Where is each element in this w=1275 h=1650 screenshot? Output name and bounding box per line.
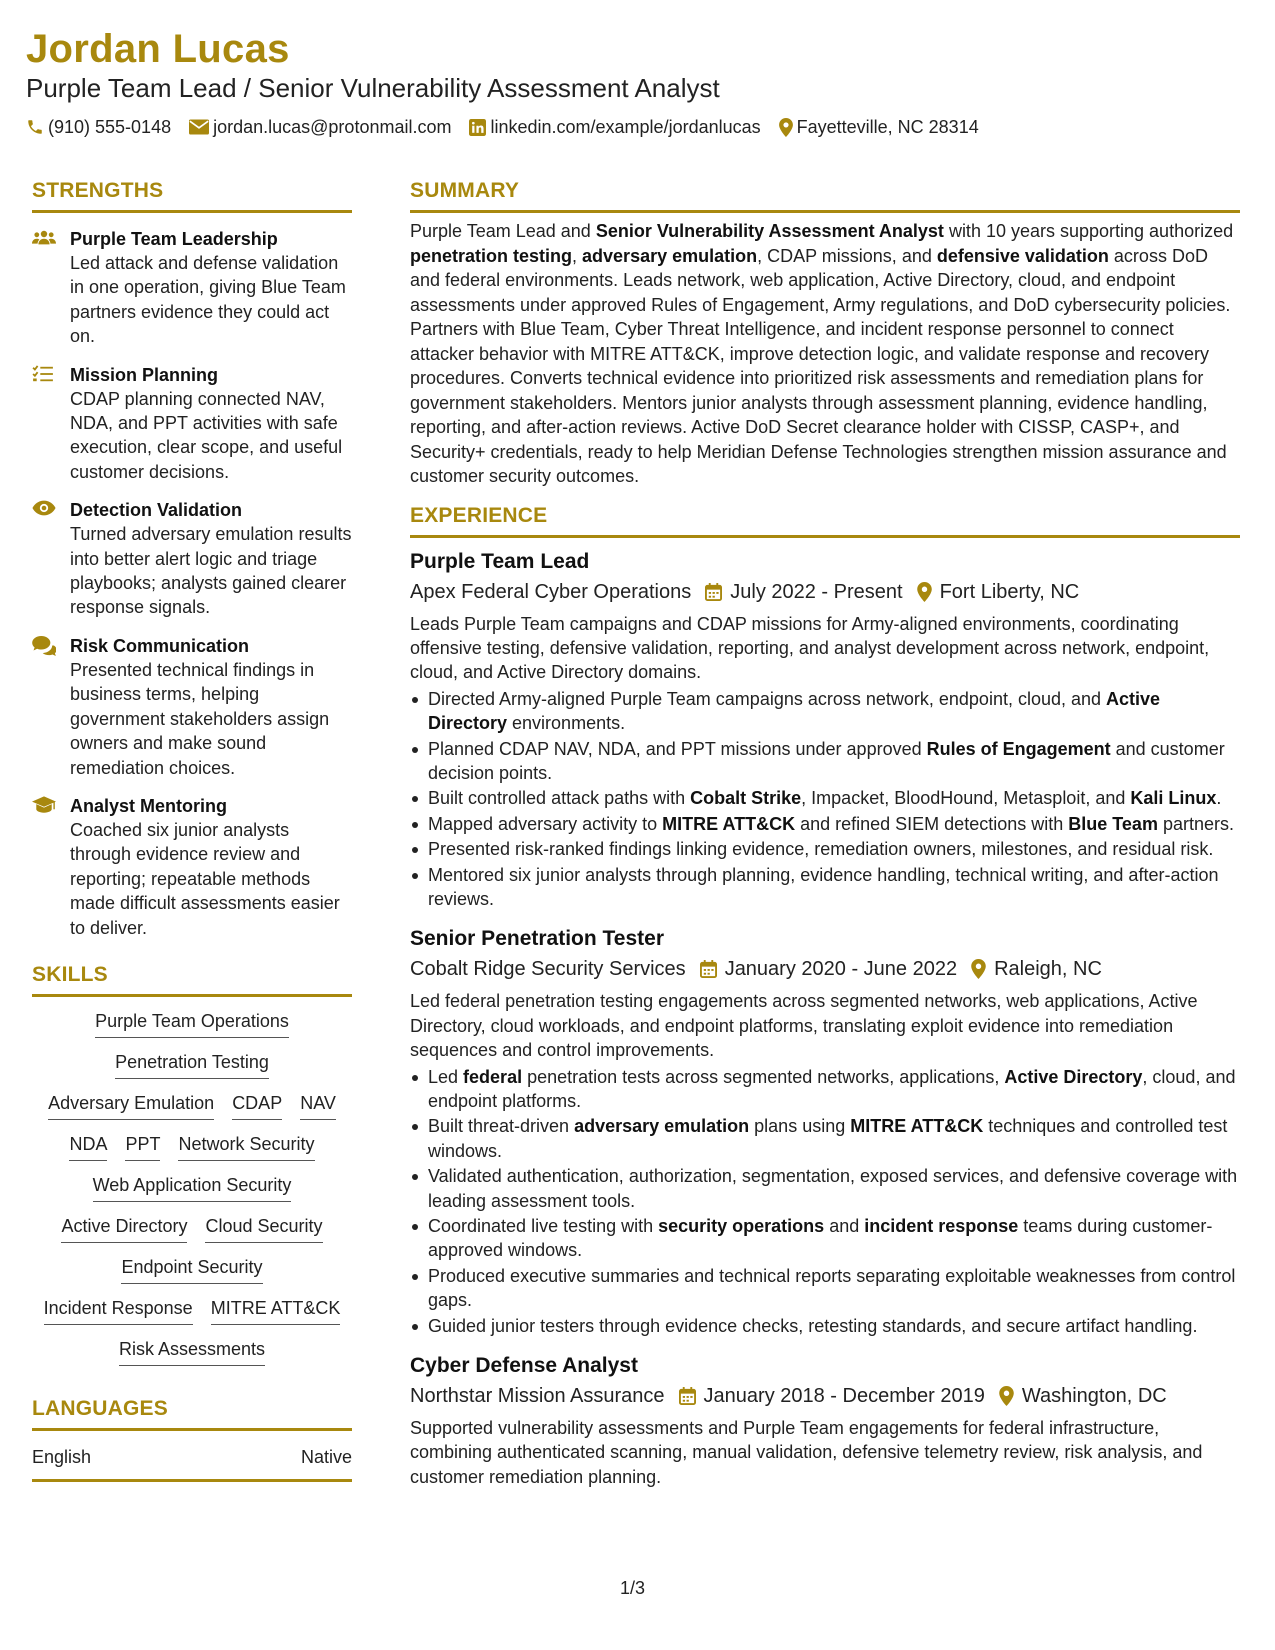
checklist-icon (32, 365, 54, 383)
users-icon (32, 229, 56, 247)
text-run: , Impacket, BloodHound, Metasploit, and (801, 788, 1131, 809)
candidate-name: Jordan Lucas (26, 27, 290, 71)
bullet-item (410, 786, 1240, 810)
section-title-skills: SKILLS (32, 962, 352, 997)
envelope-icon (189, 119, 209, 135)
phone-icon (26, 118, 44, 136)
skill-row (32, 1214, 352, 1243)
bullet-item (410, 737, 1240, 786)
job-dates: January 2020 - June 2022 (724, 958, 958, 981)
job-meta (410, 1382, 1240, 1410)
skill-tag: Cloud Security (205, 1214, 322, 1243)
text-run: across DoD and federal environments. Leads network, web application, Active Directory, cloud, and endpoint assessments under approved Rules of Engagement, Army regulations, and DoD cybersecurity policies. Partners with Blue Team, Cyber Threat Intelligence, and incident response personnel to connect attacker behavior with MITRE ATT&CK, improve detection logic, and validate response and recovery procedures. Converts technical evidence into prioritized risk assessments and remediation plans for government stakeholders. Mentors junior analysts through assessment planning, evidence handling, reporting, and after-action reviews. Active DoD Secret clearance holder with CISSP, CASP+, and Security+ credentials, ready to help Meridian Defense Technologies strengthen mission assurance and customer security outcomes. (410, 245, 1231, 486)
bold-text: Senior Vulnerability Assessment Analyst (595, 221, 944, 241)
job-dates: January 2018 - December 2019 (703, 1385, 985, 1408)
text-run: and (824, 1216, 865, 1237)
languages-section (32, 1396, 352, 1482)
map-pin-icon (917, 582, 932, 602)
right-column (410, 178, 1240, 1489)
strength-item (32, 498, 352, 620)
phone-number: (910) 555-0148 (48, 117, 172, 137)
calendar-icon (700, 960, 717, 978)
job-company: Northstar Mission Assurance (410, 1385, 665, 1408)
bold-text: security operations (658, 1216, 825, 1237)
resume-header (26, 26, 1246, 138)
job-meta (410, 955, 1240, 983)
bold-text: Active Directory (428, 688, 1161, 734)
skills-section (32, 962, 352, 1366)
text-run: Validated authentication, authorization, segmentation, exposed services, and defensive coverage with leading assessment tools. (428, 1166, 1238, 1211)
bold-text: MITRE ATT&CK (662, 813, 796, 834)
strength-title: Detection Validation (70, 500, 243, 521)
text-run: Led (428, 1066, 464, 1087)
bullet-item (410, 1065, 1240, 1114)
text-run: techniques and controlled test windows. (428, 1116, 1228, 1161)
strength-title: Risk Communication (70, 635, 250, 656)
strength-desc: Turned adversary emulation results into better alert logic and triage playbooks; analysts gained clearer response signals. (70, 524, 352, 618)
bold-text: adversary emulation (582, 245, 758, 266)
strength-item (32, 794, 352, 940)
skill-tag: Endpoint Security (121, 1255, 262, 1284)
calendar-icon (705, 583, 722, 601)
contact-bar (26, 116, 1246, 138)
bold-text: Cobalt Strike (690, 788, 802, 809)
bullet-item (410, 837, 1240, 861)
job-location: Fort Liberty, NC (939, 580, 1080, 603)
bold-text: federal (463, 1066, 523, 1087)
strength-desc: Presented technical findings in business terms, helping government stakeholders assign owners and make sound remediation choices. (70, 659, 330, 778)
location-text: Fayetteville, NC 28314 (796, 117, 979, 137)
text-run: with 10 years supporting authorized (943, 221, 1234, 241)
text-run: , cloud, and endpoint platforms. (428, 1066, 1236, 1111)
bold-text: Active Directory (1004, 1066, 1143, 1087)
section-title-strengths: STRENGTHS (32, 178, 352, 213)
bullet-item (410, 1214, 1240, 1263)
skill-tag: Adversary Emulation (48, 1091, 214, 1120)
text-run: Directed Army-aligned Purple Team campaigns across network, endpoint, cloud, and (428, 688, 1107, 709)
job-entry (410, 1352, 1240, 1489)
text-run: Coordinated live testing with (428, 1216, 659, 1237)
text-run: and refined SIEM detections with (795, 813, 1069, 834)
bold-text: Kali Linux (1130, 788, 1217, 809)
skill-tag: Penetration Testing (115, 1050, 269, 1079)
bullet-item (410, 687, 1240, 736)
calendar-icon (679, 1387, 696, 1405)
skill-tag: Network Security (178, 1132, 314, 1161)
text-run: Produced executive summaries and technical reports separating exploitable weaknesses from control gaps. (428, 1265, 1236, 1311)
email-address: jordan.lucas@protonmail.com (213, 117, 452, 137)
job-bullets (410, 1065, 1240, 1338)
text-run: Built controlled attack paths with (428, 788, 691, 809)
graduation-cap-icon (32, 796, 56, 814)
skill-row (32, 1091, 352, 1120)
summary-text (410, 219, 1240, 489)
bullet-item (410, 863, 1240, 912)
skill-tag: NDA (69, 1132, 107, 1161)
left-column (32, 178, 352, 1482)
skill-row (32, 1050, 352, 1079)
bold-text: adversary emulation (574, 1116, 750, 1137)
section-title-summary: SUMMARY (410, 178, 1240, 213)
job-description: Led federal penetration testing engagements across segmented networks, web applications, Active Directory, cloud workloads, and endpoint platforms, translating exploit evidence into remediation sequences and control improvements. (410, 991, 1198, 1061)
skill-tag: MITRE ATT&CK (211, 1296, 341, 1325)
text-run: Mapped adversary activity to (428, 813, 663, 834)
bold-text: defensive validation (936, 245, 1109, 266)
bullet-item (410, 1114, 1240, 1163)
job-meta (410, 578, 1240, 606)
bold-text: penetration testing (410, 245, 573, 266)
job-title: Purple Team Lead (410, 549, 590, 573)
job-entry (410, 548, 1240, 912)
skill-tag: Risk Assessments (119, 1337, 265, 1366)
job-location: Raleigh, NC (994, 958, 1102, 981)
job-title: Cyber Defense Analyst (410, 1354, 638, 1378)
bold-text: Rules of Engagement (926, 738, 1111, 759)
skill-tag: Purple Team Operations (95, 1009, 289, 1038)
strength-title: Mission Planning (70, 364, 219, 385)
job-title: Senior Penetration Tester (410, 927, 665, 951)
text-run: penetration tests across segmented networks, applications, (522, 1066, 1005, 1087)
text-run: , CDAP missions, and (757, 245, 937, 266)
contact-email[interactable] (189, 116, 451, 138)
strength-item (32, 634, 352, 780)
job-company: Cobalt Ridge Security Services (410, 958, 686, 981)
bullet-item (410, 812, 1240, 836)
skill-tag: Active Directory (61, 1214, 187, 1243)
section-title-languages: LANGUAGES (32, 1396, 352, 1431)
text-run: Guided junior testers through evidence checks, retesting standards, and secure artifact handling. (428, 1315, 1198, 1336)
contact-location (779, 116, 979, 138)
strength-desc: Led attack and defense validation in one operation, giving Blue Team partners evidence they could act on. (70, 253, 346, 347)
text-run: teams during customer-approved windows. (428, 1216, 1213, 1261)
skill-tag: CDAP (232, 1091, 282, 1120)
skill-tag: Incident Response (44, 1296, 193, 1325)
map-pin-icon (779, 118, 793, 137)
text-run: Purple Team Lead and (410, 221, 596, 241)
strength-item (32, 227, 352, 349)
skill-row (32, 1009, 352, 1038)
bold-text: Blue Team (1068, 813, 1158, 834)
strengths-section (32, 178, 352, 940)
skill-tag: NAV (300, 1091, 336, 1120)
job-company: Apex Federal Cyber Operations (410, 580, 692, 603)
language-level: Native (300, 1446, 352, 1467)
text-run: Presented risk-ranked findings linking evidence, remediation owners, milestones, and residual risk. (428, 839, 1214, 860)
bold-text: MITRE ATT&CK (850, 1116, 984, 1137)
linkedin-icon (469, 119, 486, 136)
skill-row (32, 1255, 352, 1284)
job-entry (410, 925, 1240, 1338)
text-run: environments. (507, 713, 626, 734)
text-run: and customer decision points. (428, 738, 1225, 783)
map-pin-icon (971, 959, 986, 979)
text-run: plans using (749, 1116, 851, 1137)
text-run: , (572, 245, 583, 266)
candidate-title: Purple Team Lead / Senior Vulnerability Assessment Analyst (26, 73, 720, 103)
job-description: Supported vulnerability assessments and Purple Team engagements for federal infrastructure, combining authenticated scanning, manual validation, defensive telemetry review, risk analysis, and customer remediation planning. (410, 1418, 1203, 1487)
strength-desc: Coached six junior analysts through evidence review and reporting; repeatable methods made difficult assessments easier to deliver. (70, 819, 340, 938)
language-name: English (32, 1446, 92, 1467)
bold-text: incident response (864, 1216, 1019, 1237)
text-run: Built threat-driven (428, 1116, 575, 1137)
map-pin-icon (999, 1386, 1014, 1406)
text-run: partners. (1157, 813, 1234, 834)
job-location: Washington, DC (1021, 1385, 1167, 1408)
contact-linkedin[interactable] (469, 116, 760, 138)
skill-row (32, 1173, 352, 1202)
bullet-item (410, 1264, 1240, 1313)
strength-title: Analyst Mentoring (70, 795, 228, 816)
text-run: Planned CDAP NAV, NDA, and PPT missions under approved (428, 738, 927, 759)
skill-row (32, 1337, 352, 1366)
job-dates: July 2022 - Present (730, 580, 903, 603)
language-row (32, 1431, 352, 1482)
skill-tag: PPT (125, 1132, 160, 1161)
page-number: 1/3 (620, 1578, 646, 1598)
bullet-item (410, 1164, 1240, 1213)
strength-item (32, 363, 352, 485)
eye-icon (32, 500, 56, 516)
bullet-item (410, 1314, 1240, 1338)
skill-row (32, 1132, 352, 1161)
experience-section (410, 503, 1240, 1490)
strength-desc: CDAP planning connected NAV, NDA, and PPT activities with safe execution, clear scope, and useful customer decisions. (70, 388, 343, 482)
text-run: Mentored six junior analysts through planning, evidence handling, technical writing, and after-action reviews. (428, 864, 1219, 909)
linkedin-url: linkedin.com/example/jordanlucas (490, 117, 761, 137)
job-description: Leads Purple Team campaigns and CDAP missions for Army-aligned environments, coordinating offensive testing, defensive validation, reporting, and analyst development across network, endpoint, cloud, and Active Directory domains. (410, 613, 1210, 683)
section-title-experience: EXPERIENCE (410, 503, 1240, 538)
text-run: . (1216, 788, 1222, 809)
skill-row (32, 1296, 352, 1325)
skill-tag: Web Application Security (93, 1173, 292, 1202)
strength-title: Purple Team Leadership (70, 229, 278, 249)
summary-section (410, 178, 1240, 489)
contact-phone[interactable] (26, 116, 171, 138)
chat-bubbles-icon (32, 636, 56, 656)
job-bullets (410, 687, 1240, 912)
